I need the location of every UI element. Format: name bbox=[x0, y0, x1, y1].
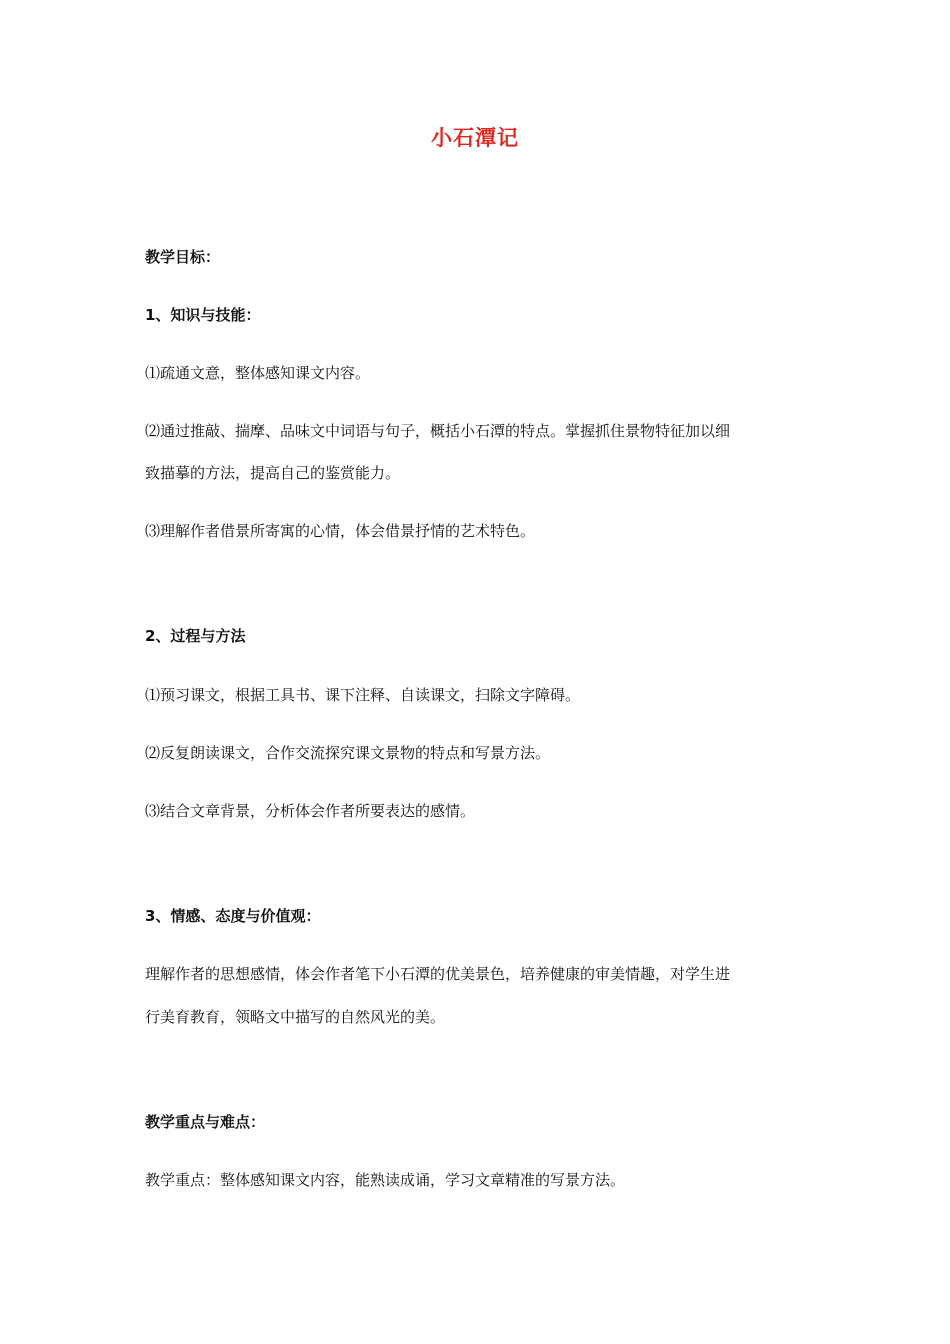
section3-para-line2: 行美育教育，领略文中描写的自然风光的美。 bbox=[145, 1008, 446, 1026]
section2-item1: ⑴预习课文，根据工具书、课下注释、自读课文，扫除文字障碍。 bbox=[145, 686, 581, 704]
objectives-heading: 教学目标： bbox=[145, 248, 221, 266]
document-title: 小石潭记 bbox=[431, 126, 519, 150]
section2-heading: 2、过程与方法 bbox=[145, 627, 246, 645]
section3-heading: 3、情感、态度与价值观： bbox=[145, 907, 321, 925]
section1-item1: ⑴疏通文意，整体感知课文内容。 bbox=[145, 364, 371, 382]
key-points-focus: 教学重点：整体感知课文内容，能熟读成诵，学习文章精准的写景方法。 bbox=[145, 1171, 626, 1189]
section1-item2-line2: 致描摹的方法，提高自己的鉴赏能力。 bbox=[145, 464, 401, 482]
key-points-heading: 教学重点与难点： bbox=[145, 1113, 266, 1131]
section1-item3: ⑶理解作者借景所寄寓的心情，体会借景抒情的艺术特色。 bbox=[145, 522, 536, 540]
section2-item2: ⑵反复朗读课文，合作交流探究课文景物的特点和写景方法。 bbox=[145, 744, 551, 762]
section2-item3: ⑶结合文章背景，分析体会作者所要表达的感情。 bbox=[145, 802, 476, 820]
section1-item2-line1: ⑵通过推敲、揣摩、品味文中词语与句子，概括小石潭的特点。掌握抓住景物特征加以细 bbox=[145, 422, 731, 440]
section1-heading: 1、知识与技能： bbox=[145, 306, 261, 324]
section3-para-line1: 理解作者的思想感情，体会作者笔下小石潭的优美景色，培养健康的审美情趣，对学生进 bbox=[145, 965, 731, 983]
